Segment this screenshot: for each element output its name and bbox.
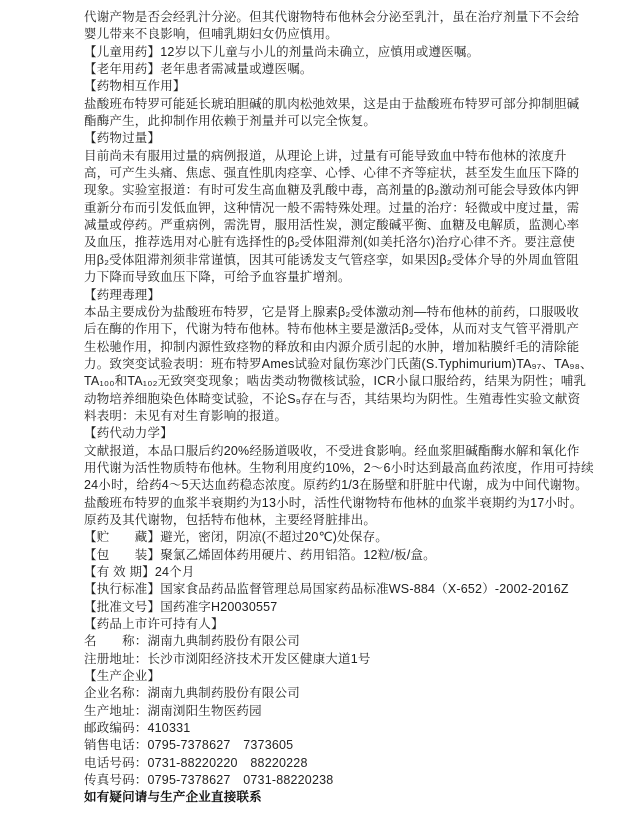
text-line: 婴儿带来不良影响，但哺乳期妇女仍应慎用。 [84,27,339,42]
text-line: 24小时，给药4～5天达血药稳态浓度。原药约1/3在肠壁和肝脏中代谢，成为中间代谢物。 [84,478,588,493]
document-body [84,9,594,807]
section-line: 【老年用药】老年患者需减量或遵医嘱。 [84,62,313,77]
text-line: 传真号码：0795-7378627 0731-88220238 [84,773,334,788]
text-line: 注册地址：长沙市浏阳经济技术开发区健康大道1号 [84,651,371,666]
section-line: 【包 装】聚氯乙烯固体药用硬片、药用铝箔。12粒/板/盒。 [84,547,436,562]
text-line: 原药及其代谢物，包括特布他林，主要经肾脏排出。 [84,512,377,527]
text-line: 生松驰作用，抑制内源性致痉物的释放和由内源介质引起的水肿，增加粘膜纤毛的清除能 [84,339,580,354]
text-line: 文献报道，本品口服后约20%经肠道吸收，不受进食影响。经血浆胆碱酯酶水解和氧化作 [84,443,580,458]
section-line: 【药理毒理】 [84,287,161,302]
text-line: 力。致突变试验表明：班布特罗Ames试验对鼠伤寒沙门氏菌(S.Typhimurium)TA₉₇、TA₉₈、 [84,356,593,371]
text-line: 力下降而导致血压下降，可给予血容量扩增剂。 [84,270,351,285]
text-line: 用β₂受体阻滞剂须非常谨慎，因其可能诱发支气管痉挛，如果因β₂受体介导的外周血管阻 [84,252,579,267]
text-line: 现象。实验室报道：有时可发生高血糖及乳酸中毒，高剂量的β₂激动剂可能会导致体内钾 [84,183,580,198]
text-line: 邮政编码：410331 [84,721,191,736]
text-line: 代谢产物是否会经乳汁分泌。但其代谢物特布他林会分泌至乳汁，虽在治疗剂量下不会给 [84,10,580,24]
text-line: 生产地址：湖南浏阳生物医药园 [84,703,262,718]
section-line: 【药代动力学】 [84,426,173,441]
section-line: 【执行标准】国家食品药品监督管理总局国家药品标准WS-884（X-652）-2002-2016Z [84,582,569,597]
text-line: 用代谢为活性物质特布他林。生物利用度约10%，2～6小时达到最高血药浓度，作用可持续 [84,460,594,475]
text-line: 料表明：未见有对生育影响的报道。 [84,408,288,423]
text-line: 酯酶产生，此抑制作用依赖于剂量并可以完全恢复。 [84,114,377,129]
footer-warning-line: 如有疑问请与生产企业直接联系 [84,790,262,805]
text-line: 高，可产生头痛、焦虑、强直性肌肉痉挛、心悸、心律不齐等症状，甚至发生血压下降的 [84,166,580,181]
text-line: 本品主要成份为盐酸班布特罗，它是肾上腺素β₂受体激动剂—特布他林的前药，口服吸收 [84,304,580,319]
section-line: 【药品上市许可持有人】 [84,617,224,632]
text-line: 减量或停药。严重病例，需洗胃，服用活性炭，测定酸碱平衡、血糖及电解质，监测心率 [84,218,580,233]
text-line: 企业名称：湖南九典制药股份有限公司 [84,686,300,701]
text-line: 重新分布而引发低血钾，这种情况一般不需特殊处理。过量的治疗：轻微或中度过量，需 [84,200,580,215]
section-line: 【生产企业】 [84,669,161,684]
section-line: 【贮 藏】避光，密闭，阴凉(不超过20℃)处保存。 [84,530,388,545]
text-line: 盐酸班布特罗的血浆半衰期约为13小时，活性代谢物特布他林的血浆半衰期约为17小时。 [84,495,583,510]
section-line: 【批准文号】国药准字H20030557 [84,599,278,614]
section-line: 【有 效 期】24个月 [84,565,195,579]
section-line: 【药物过量】 [84,131,161,146]
text-line: TA₁₀₀和TA₁₀₂无致突变现象；啮齿类动物微核试验，ICR小鼠口服给药，结果为阴性；哺乳 [84,374,587,389]
section-line: 【药物相互作用】 [84,79,186,94]
text-line: 及血压，推荐选用对心脏有选择性的β₂受体阻滞剂(如美托洛尔)治疗心律不齐。要注意使 [84,235,576,250]
text-line: 动物培养细胞染色体畸变试验，不论S₉存在与否，其结果均为阴性。生殖毒性实验文献资 [84,391,581,406]
text-line: 名 称：湖南九典制药股份有限公司 [84,634,300,649]
text-line: 电话号码：0731-88220220 88220228 [84,755,308,770]
section-line: 【儿童用药】12岁以下儿童与小儿的剂量尚未确立，应慎用或遵医嘱。 [84,44,480,59]
text-line: 销售电话：0795-7378627 7373605 [84,738,294,753]
text-line: 目前尚未有服用过量的病例报道，从理论上讲，过量有可能导致血中特布他林的浓度升 [84,148,567,163]
text-line: 后在酶的作用下，代谢为特布他林。特布他林主要是激活β₂受体，从而对支气管平滑肌产 [84,322,580,337]
text-line: 盐酸班布特罗可能延长琥珀胆碱的肌肉松弛效果，这是由于盐酸班布特罗可部分抑制胆碱 [84,96,580,111]
